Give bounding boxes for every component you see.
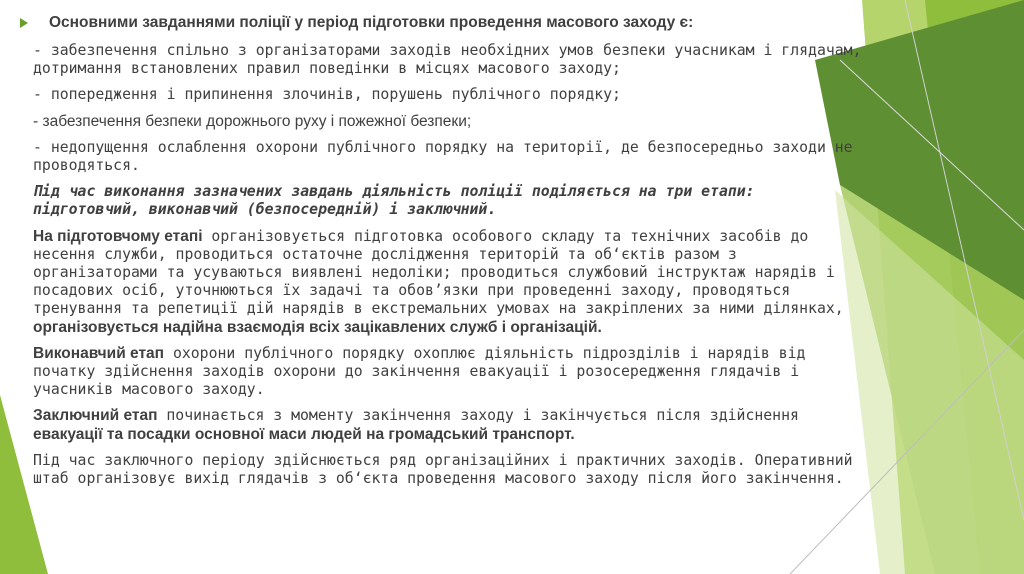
stages-intro: Під час виконання зазначених завдань діяльність поліції поділяється на три етапи: підготовчий, виконавчий (безпосередній) і заключний. — [33, 183, 755, 219]
final-stage-text: починається з моменту закінчення заходу і закінчується після здійснення — [157, 407, 799, 425]
triangle-bullet-icon — [20, 18, 28, 28]
task-item-1: - забезпечення спільно з організаторами заходів необхідних умов безпеки учасникам і глядачам, дотримання встановлених правил поведінки в місцях масового заходу; — [33, 42, 862, 78]
preparatory-stage-tail: організовується надійна взаємодія всіх зацікавлених служб і організацій. — [33, 318, 602, 336]
executive-stage-paragraph — [33, 345, 863, 400]
final-stage-tail: евакуації та посадки основної маси людей на громадський транспорт. — [33, 425, 575, 443]
heading-text: Основними завданнями поліції у період підготовки проведення масового заходу є: — [49, 14, 694, 31]
task-item-2: - попередження і припинення злочинів, порушень публічного порядку; — [33, 86, 621, 104]
executive-stage-label: Виконавчий етап — [33, 344, 165, 362]
preparatory-stage-text: організовується підготовка особового складу та технічних засобів до несення служби, проводиться остаточне дослідження територій та об‘єктів разом з організаторами та усуваються виявлені недоліки; проводиться службовий інструктаж нарядів і посадових осіб, уточнюються їх задачі та обов’язки при проведенні заходу, проводяться тренування та репетиції дій нарядів в екстремальних умовах на закріплених за ними ділянках, — [33, 227, 844, 318]
closing-paragraph: Під час заключного періоду здійснюється ряд організаційних і практичних заходів. Оперативний штаб організовує вихід глядачів з об‘єкта проведення масового заходу після його закінчення. — [33, 451, 853, 488]
executive-stage-text: охорони публічного порядку охоплює діяльність підрозділів і нарядів від початку здійснення заходів охорони до закінчення евакуації і розосередження глядачів і учасників масового заходу. — [33, 344, 806, 399]
task-item-4: - недопущення ослаблення охорони публічного порядку на території, де безпосередньо заходи не проводяться. — [33, 138, 853, 175]
task-item-3: - забезпечення безпеки дорожнього руху і пожежної безпеки; — [33, 112, 472, 130]
final-stage-paragraph — [33, 407, 863, 443]
final-stage-label: Заключний етап — [33, 407, 158, 425]
preparatory-stage-paragraph — [33, 228, 863, 337]
slide-heading — [33, 14, 863, 32]
preparatory-stage-label: На підготовчому етапі — [33, 227, 203, 245]
slide-content — [33, 14, 863, 496]
